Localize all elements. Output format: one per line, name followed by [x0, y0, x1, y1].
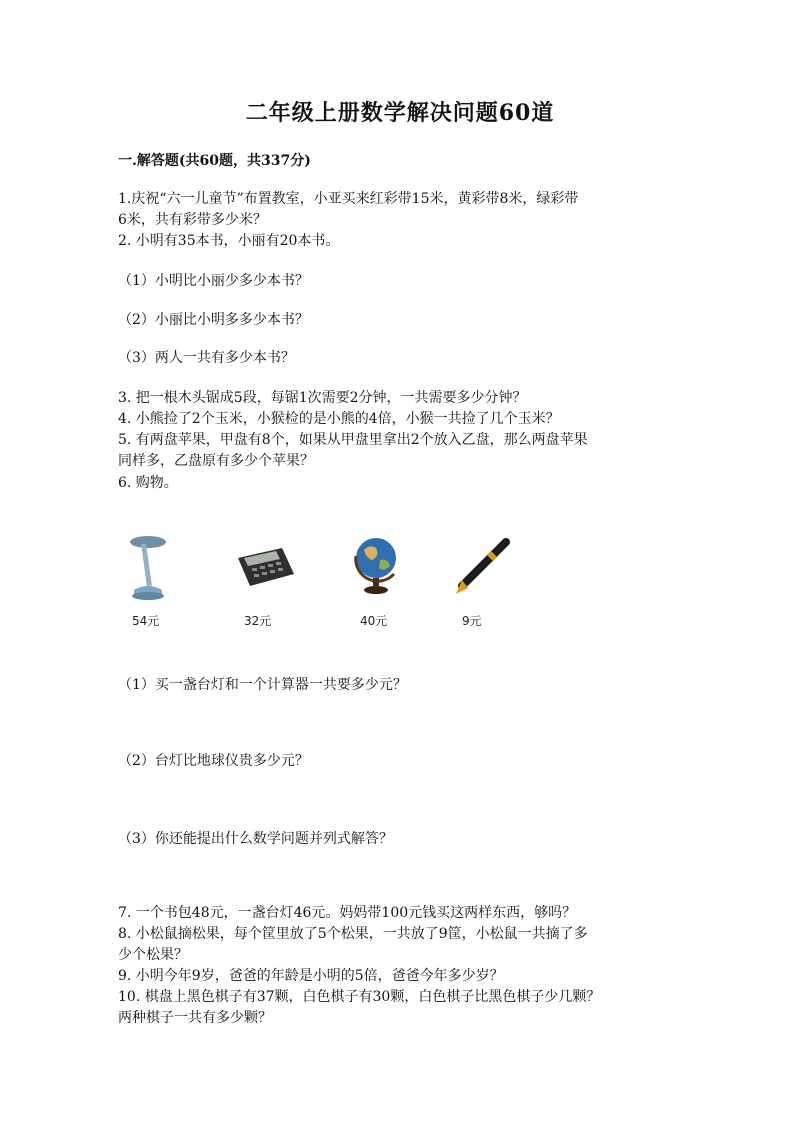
question-5-line-1: 5. 有两盘苹果，甲盘有8个，如果从甲盘里拿出2个放入乙盘，那么两盘苹果: [118, 432, 588, 448]
question-10-line-2: 两种棋子一共有多少颗？: [118, 1010, 272, 1026]
question-5-line-2: 同样多，乙盘原有多少个苹果？: [118, 453, 314, 469]
question-4: 4. 小熊捡了2个玉米，小猴检的是小熊的4倍，小猴一共捡了几个玉米？: [118, 411, 560, 427]
question-1-line-1: 1.庆祝“六一儿童节”布置教室，小亚买来红彩带15米，黄彩带8米，绿彩带: [118, 191, 579, 207]
pen-icon: [448, 530, 518, 610]
product-calculator: [230, 530, 320, 640]
price-label: 9元: [462, 614, 482, 628]
question-3: 3. 把一根木头锯成5段，每锯1次需要2分钟，一共需要多少分钟？: [118, 390, 527, 406]
question-2-sub-2: （2）小丽比小明多多少本书？: [118, 312, 309, 328]
section-heading: 一.解答题(共60题，共337分): [118, 153, 311, 169]
calculator-icon: [230, 530, 300, 610]
question-6-sub-2: （2）台灯比地球仪贵多少元？: [118, 753, 309, 769]
product-pen: [448, 530, 538, 640]
product-row: [118, 530, 578, 640]
question-7: 7. 一个书包48元，一盏台灯46元。妈妈带100元钱买这两样东西，够吗？: [118, 905, 577, 921]
question-8-line-1: 8. 小松鼠摘松果，每个筐里放了5个松果，一共放了9筐，小松鼠一共摘了多: [118, 926, 588, 942]
question-8-line-2: 少个松果？: [118, 947, 188, 963]
product-desk-lamp: [118, 530, 208, 640]
question-10-line-1: 10. 棋盘上黑色棋子有37颗，白色棋子有30颗，白色棋子比黑色棋子少几颗？: [118, 989, 601, 1005]
question-2-sub-3: （3）两人一共有多少本书？: [118, 350, 295, 366]
question-6: 6. 购物。: [118, 475, 178, 491]
price-label: 54元: [132, 614, 160, 628]
price-label: 40元: [360, 614, 388, 628]
price-label: 32元: [244, 614, 272, 628]
question-2-sub-1: （1）小明比小丽少多少本书？: [118, 273, 309, 289]
question-9: 9. 小明今年9岁，爸爸的年龄是小明的5倍，爸爸今年多少岁？: [118, 968, 504, 984]
question-6-sub-1: （1）买一盏台灯和一个计算器一共要多少元？: [118, 677, 407, 693]
question-6-sub-3: （3）你还能提出什么数学问题并列式解答？: [118, 831, 393, 847]
desk-lamp-icon: [118, 530, 178, 610]
question-2: 2. 小明有35本书，小丽有20本书。: [118, 233, 340, 249]
page-title: 二年级上册数学解决问题60道: [245, 100, 555, 126]
question-1-line-2: 6米，共有彩带多少米？: [118, 212, 267, 228]
product-globe: [346, 530, 436, 640]
globe-icon: [346, 530, 406, 610]
